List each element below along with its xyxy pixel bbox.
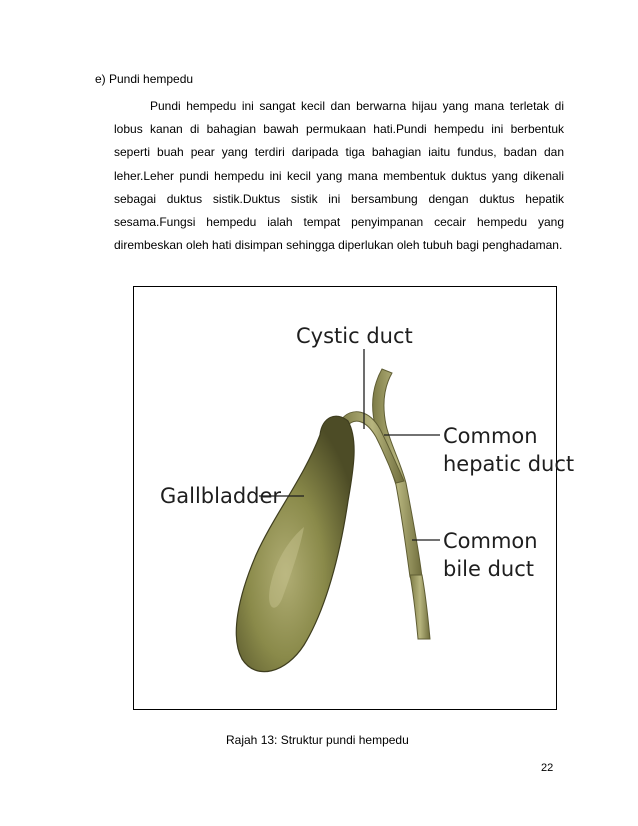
section-heading: e) Pundi hempedu — [95, 72, 194, 86]
label-common-bile-line2: bile duct — [443, 557, 535, 581]
label-common-hepatic-line1: Common — [443, 424, 538, 448]
common-bile-duct — [410, 575, 430, 639]
label-cystic-duct: Cystic duct — [296, 324, 413, 348]
label-common-hepatic-line2: hepatic duct — [443, 452, 575, 476]
figure-caption: Rajah 13: Struktur pundi hempedu — [226, 733, 409, 747]
label-common-bile-line1: Common — [443, 529, 538, 553]
body-paragraph: Pundi hempedu ini sangat kecil dan berwarna hijau yang mana terletak di lobus kanan di bahagian bawah permukaan hati.Pundi hempedu ini berbentuk seperti buah pear yang terdiri daripada tiga bahagian iaitu fundus, badan dan leher.Leher pundi hempedu ini kecil yang mana membentuk duktus yang dikenali sebagai duktus sistik.Duktus sistik ini bersambung dengan duktus hepatik sesama.Fungsi hempedu ialah tempat penyimpanan cecair hempedu yang dirembeskan oleh hati disimpan sehingga diperlukan oleh tubuh bagi penghadaman. — [114, 99, 564, 253]
gallbladder-illustration — [134, 287, 575, 711]
label-gallbladder: Gallbladder — [160, 484, 282, 508]
page-number: 22 — [541, 762, 554, 774]
gallbladder-figure — [133, 286, 575, 710]
